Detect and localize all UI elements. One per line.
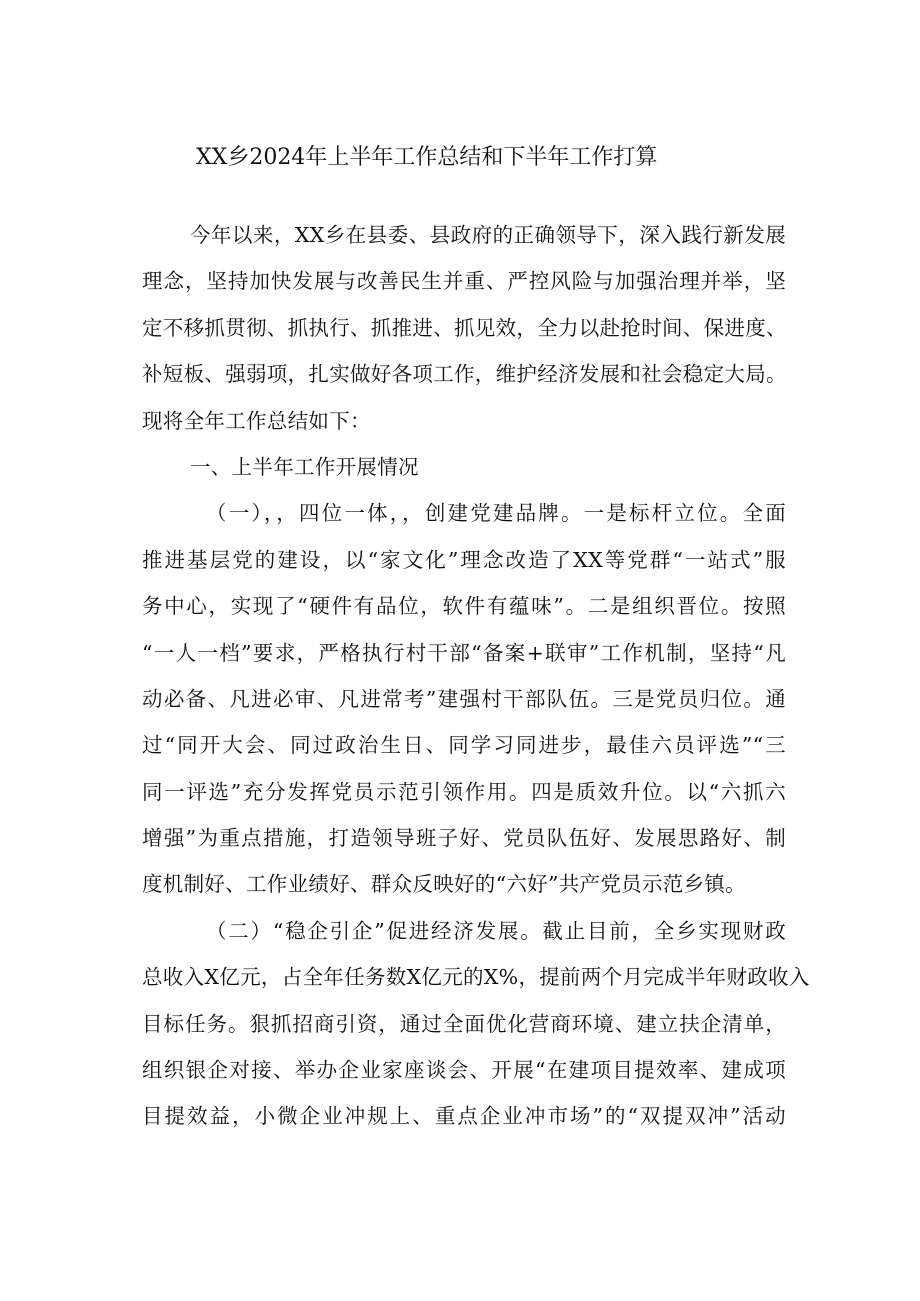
paragraph-line: 度机制好、工作业绩好、群众反映好的“六好”共产党员示范乡镇。	[142, 872, 746, 897]
paragraph-line: 目标任务。狠抓招商引资，通过全面优化营商环境、建立扶企清单，	[142, 1011, 786, 1036]
paragraph-line: 定不移抓贯彻、抓执行、抓推进、抓见效，全力以赴抢时间、保进度、	[142, 315, 787, 340]
document-body	[142, 212, 810, 1140]
paragraph-line: 增强”为重点措施，打造领导班子好、党员队伍好、发展思路好、制	[142, 826, 786, 851]
paragraph-line: 目提效益，小微企业冲规上、重点企业冲市场”的“双提双冲”活动	[142, 1104, 786, 1129]
paragraph-line: 总收入X亿元，占全年任务数X亿元的X%，提前两个月完成半年财政收入	[142, 965, 810, 990]
document-title: XX乡2024年上半年工作总结和下半年工作打算	[196, 145, 658, 170]
paragraph-line: （一），，四位一体，，创建党建品牌。一是标杆立位。全面	[206, 501, 786, 526]
paragraph-line: （二）“稳企引企”促进经济发展。截止目前，全乡实现财政	[206, 918, 786, 943]
paragraph-line: 组织银企对接、举办企业家座谈会、开展“在建项目提效率、建成项	[142, 1058, 786, 1083]
paragraph-line: 动必备、凡进必审、凡进常考”建强村干部队伍。三是党员归位。通	[142, 686, 786, 711]
paragraph-line: 推进基层党的建设，以“家文化”理念改造了XX等党群“一站式”服	[142, 547, 786, 572]
paragraph-line: 补短板、强弱项，扎实做好各项工作，维护经济发展和社会稳定大局。	[142, 362, 787, 387]
paragraph-line: “一人一档”要求，严格执行村干部“备案+联审”工作机制，坚持“凡	[142, 640, 786, 665]
paragraph-line: 现将全年工作总结如下：	[142, 408, 371, 433]
section-heading: 一、上半年工作开展情况	[190, 454, 419, 479]
paragraph-line: 今年以来，XX乡在县委、县政府的正确领导下，深入践行新发展	[190, 223, 786, 247]
paragraph-line: 务中心，实现了“硬件有品位，软件有蕴味”。二是组织晋位。按照	[142, 594, 786, 619]
paragraph-line: 过“同开大会、同过政治生日、同学习同进步，最佳六员评选”“三	[142, 733, 786, 758]
paragraph-line: 理念，坚持加快发展与改善民生并重、严控风险与加强治理并举，坚	[142, 269, 786, 294]
paragraph-line: 同一评选”充分发挥党员示范引领作用。四是质效升位。以“六抓六	[142, 779, 786, 804]
